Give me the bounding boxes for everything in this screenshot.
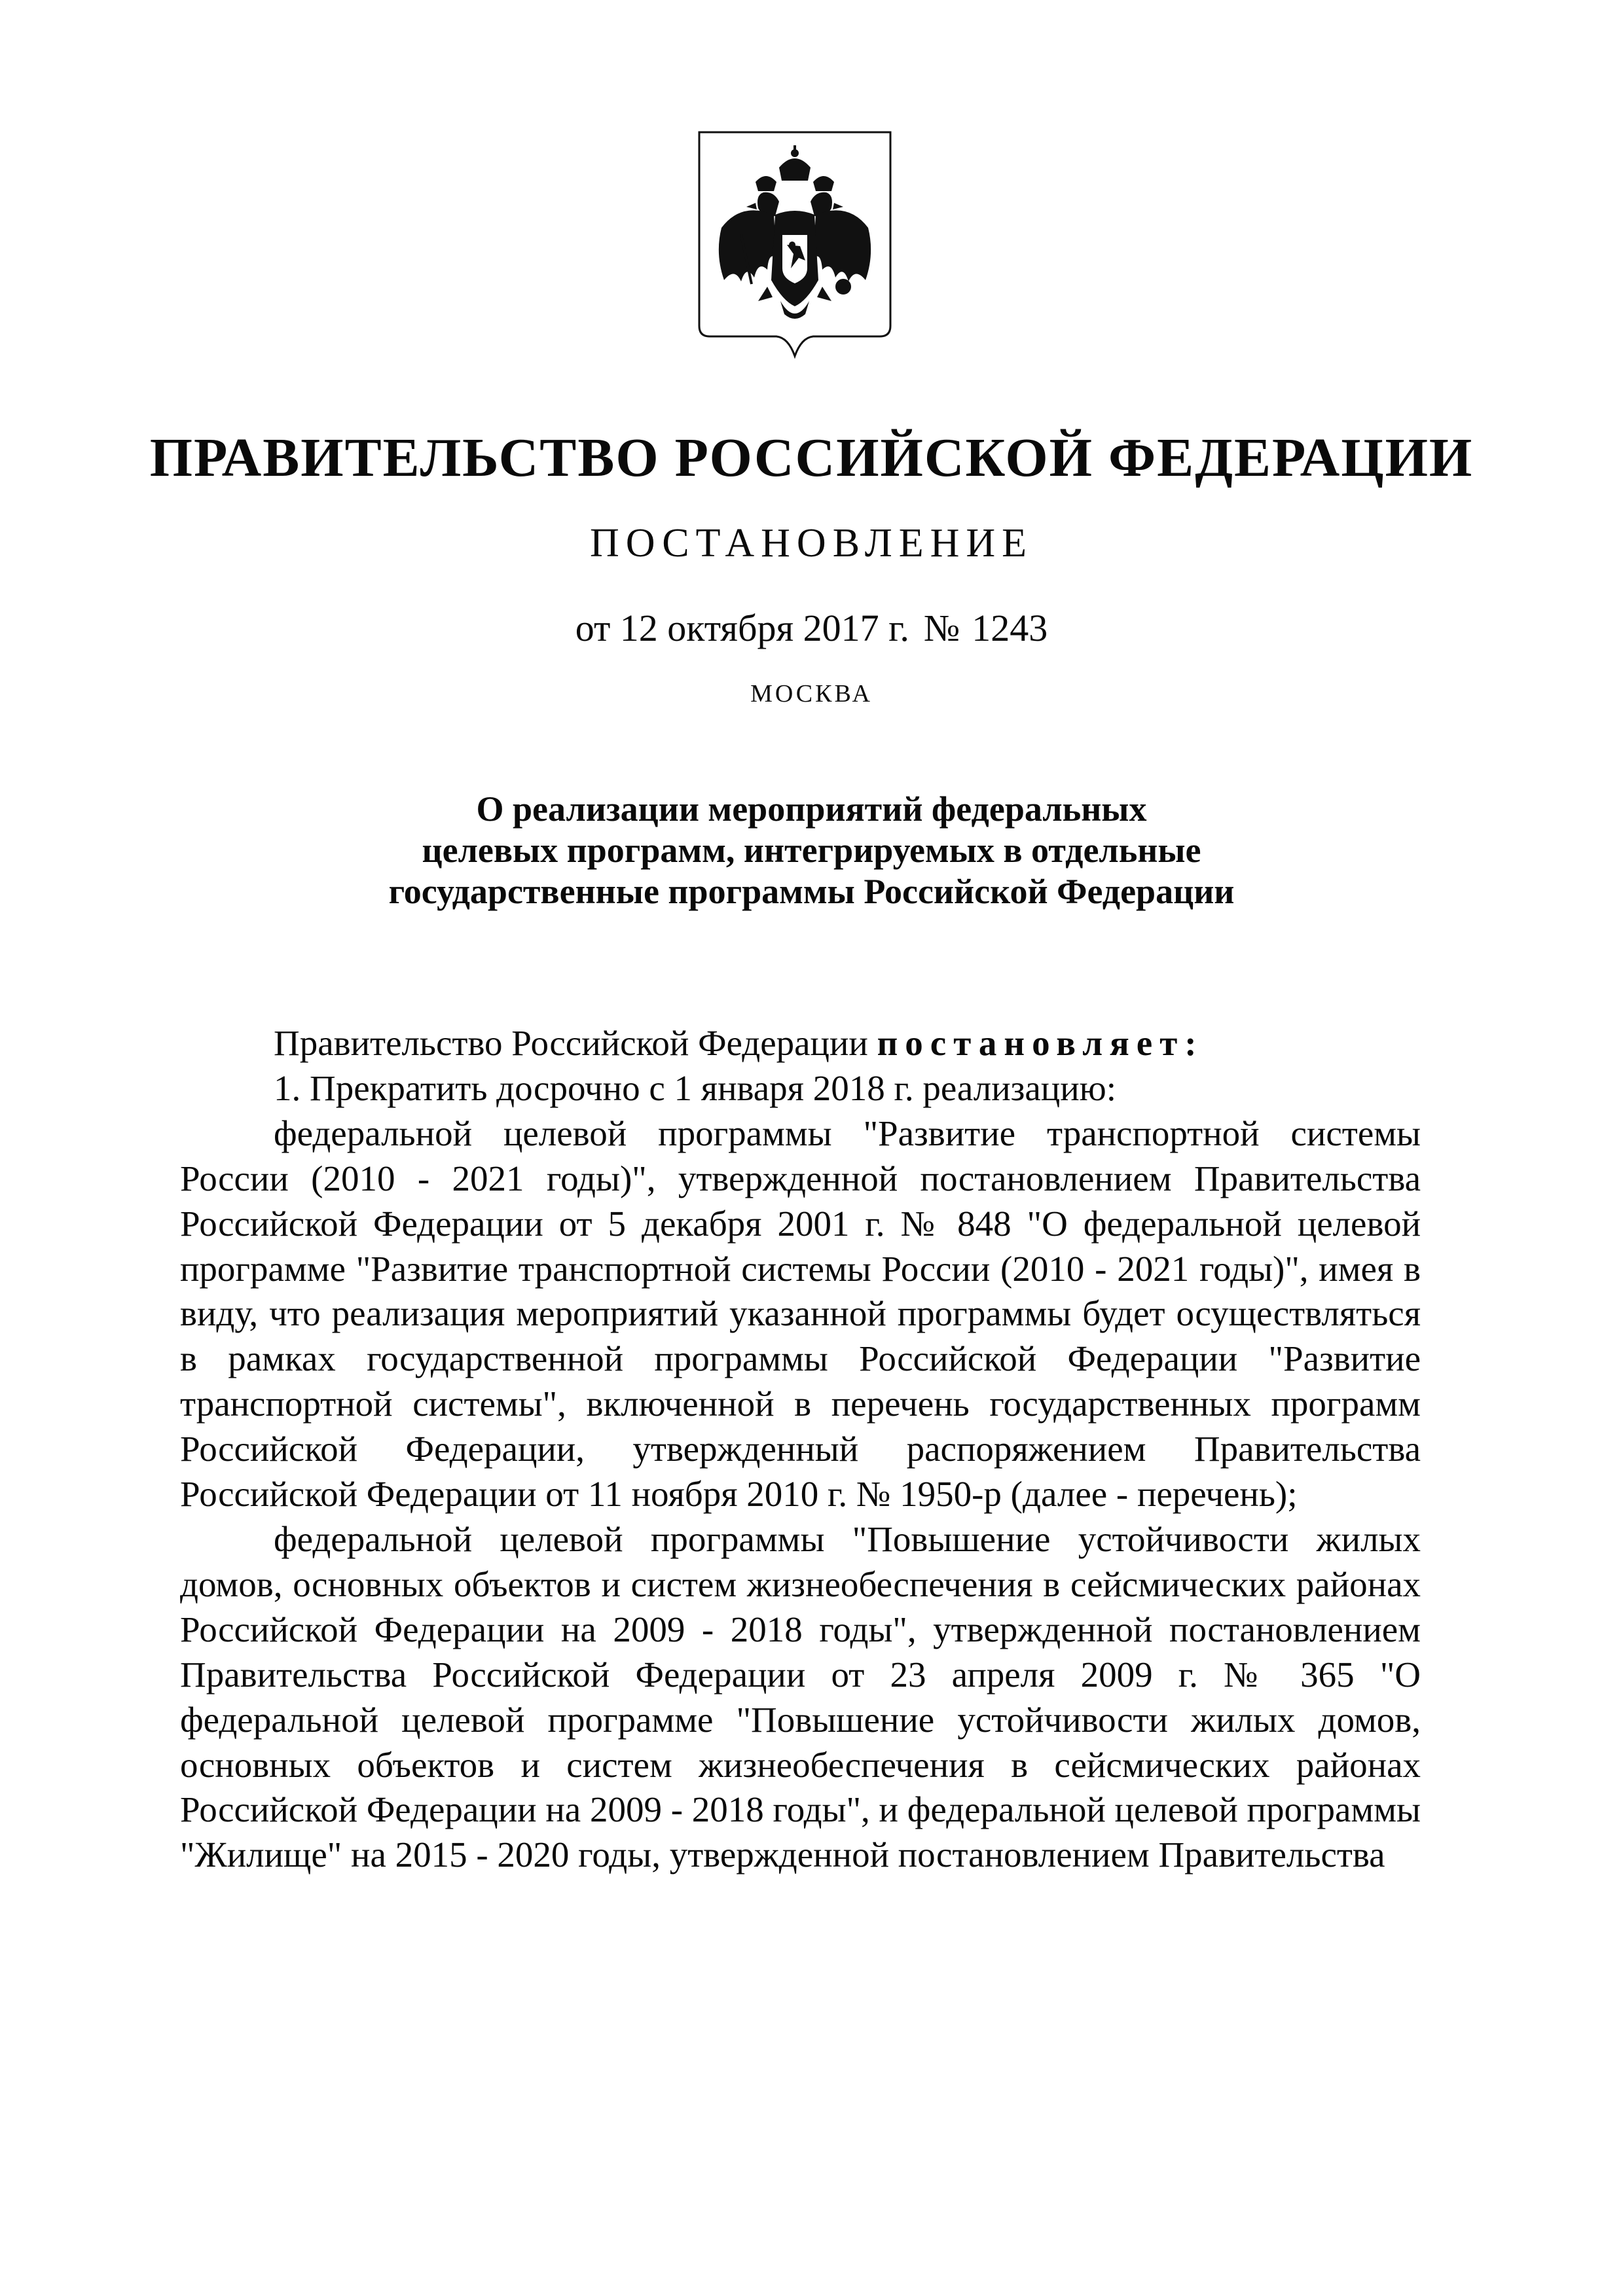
title-line: целевых программ, интегрируемых в отдельные [422,831,1201,870]
paragraph-seismic-program: федеральной целевой программы "Повышение устойчивости жилых домов, основных объектов и систем жизнеобеспечения в сейсмических районах Российской Федерации на 2009 - 2018 годы", утвержденной постановлением Правительства Российской Федерации от 23 апреля 2009 г. № 365 "О федеральной целевой программе "Повышение устойчивости жилых домов, основных объектов и систем жизнеобеспечения в сейсмических районах Российской Федерации на 2009 - 2018 годы", и федеральной целевой программы "Жилище" на 2015 - 2020 годы, утвержденной постановлением Правительства [180,1518,1421,1875]
document-type: ПОСТАНОВЛЕНИЕ [589,521,1034,565]
organization-heading: ПРАВИТЕЛЬСТВО РОССИЙСКОЙ ФЕДЕРАЦИИ [149,427,1474,488]
title-line: О реализации мероприятий федеральных [476,789,1147,829]
date-line [0,602,1623,655]
document-body [180,1021,1421,1878]
city: МОСКВА [750,680,873,708]
paragraph-transport-program: федеральной целевой программы "Развитие транспортной системы России (2010 - 2021 годы)", утвержденной постановлением Правительства Российской Федерации от 5 декабря 2001 г. № 848 "О федеральной целевой программе "Развитие транспортной системы России (2010 - 2021 годы)", имея в виду, что реализация мероприятий указанной программы будет осуществляться в рамках государственной программы Российской Федерации "Развитие транспортной системы", включенной в перечень государственных программ Российской Федерации, утвержденный распоряжением Правительства Российской Федерации от 11 ноября 2010 г. № 1950-р (далее - перечень); [180,1113,1421,1515]
preamble [180,1021,1421,1066]
document-title [0,789,1623,912]
coat-of-arms-icon [695,130,894,368]
document-number: 1243 [972,607,1048,649]
item-1-intro: 1. Прекратить досрочно с 1 января 2018 г. реализацию: [274,1067,1117,1108]
title-line: государственные программы Российской Федерации [388,872,1235,911]
number-sign: № [923,607,960,649]
document-date: от 12 октября 2017 г. [575,607,909,649]
preamble-verb: постановляет: [877,1023,1204,1063]
preamble-text: Правительство Российской Федерации [274,1023,877,1063]
